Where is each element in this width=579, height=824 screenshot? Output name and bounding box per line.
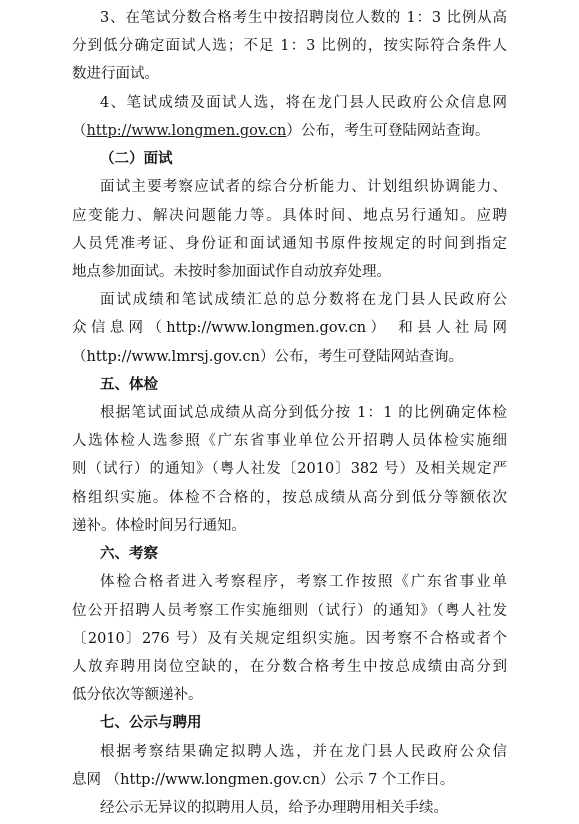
paragraph-line: 经公示无异议的拟聘用人员，给予办理聘用相关手续。 [100,800,448,816]
paragraph-line: 应变能力、解决问题能力等。具体时间、地点另行通知。应聘 [72,208,507,224]
paragraph-line: 息网 （http://www.longmen.gov.cn）公示 7 个工作日。 [72,772,455,788]
paragraph-line: 位公开招聘人员考察工作实施细则（试行）的通知》（粤人社发 [72,603,507,619]
paragraph-line: 根据考察结果确定拟聘人选，并在龙门县人民政府公众信 [100,744,507,760]
paragraph-line: 低分依次等额递补。 [72,687,203,703]
government-website-link[interactable]: http://www.longmen.gov.cn [86,123,287,139]
paragraph-line: 3、在笔试分数合格考生中按招聘岗位人数的 1：3 比例从高 [100,10,507,26]
paragraph-line: 人放弃聘用岗位空缺的，在分数合格考生中按总成绩由高分到 [72,659,507,675]
paragraph-line: 众信息网（http://www.longmen.gov.cn） 和县人社局网 [72,320,507,336]
paragraph-line: 地点参加面试。未按时参加面试作自动放弃处理。 [72,264,391,280]
paragraph-line: 〔2010〕276 号）及有关规定组织实施。因考察不合格或者个 [72,631,507,647]
paragraph-line: 面试成绩和笔试成绩汇总的总分数将在龙门县人民政府公 [100,292,507,308]
paragraph-line: 分到低分确定面试人选；不足 1：3 比例的，按实际符合条件人 [72,38,507,54]
paragraph-line: 根据笔试面试总成绩从高分到低分按 1：1 的比例确定体检 [100,405,507,421]
paragraph-line [72,121,507,141]
paragraph-line: 体检合格者进入考察程序，考察工作按照《广东省事业单 [100,574,507,590]
paren-open: （ [72,123,87,139]
paragraph-line: 4、笔试成绩及面试人选，将在龙门县人民政府公众信息网 [100,95,507,111]
paragraph-line: 则（试行）的通知》（粤人社发〔2010〕382 号）及相关规定严 [72,461,507,477]
section-heading-medical: 五、体检 [100,377,158,393]
paragraph-line: 递补。体检时间另行通知。 [72,518,246,534]
paragraph-line: 人员凭准考证、身份证和面试通知书原件按规定的时间到指定 [72,236,507,252]
paragraph-line: 面试主要考察应试者的综合分析能力、计划组织协调能力、 [100,179,507,195]
paragraph-text: ）公布，考生可登陆网站查询。 [286,123,490,139]
paragraph-line: 格组织实施。体检不合格的，按总成绩从高分到低分等额依次 [72,490,507,506]
section-heading-interview: （二）面试 [100,151,173,167]
paragraph-line: 人选体检人选参照《广东省事业单位公开招聘人员体检实施细 [72,433,507,449]
section-heading-publicity: 七、公示与聘用 [100,715,202,731]
paragraph-line: （http://www.lmrsj.gov.cn）公布，考生可登陆网站查询。 [72,349,463,365]
section-heading-inspection: 六、考察 [100,546,158,562]
paragraph-line: 数进行面试。 [72,66,159,82]
